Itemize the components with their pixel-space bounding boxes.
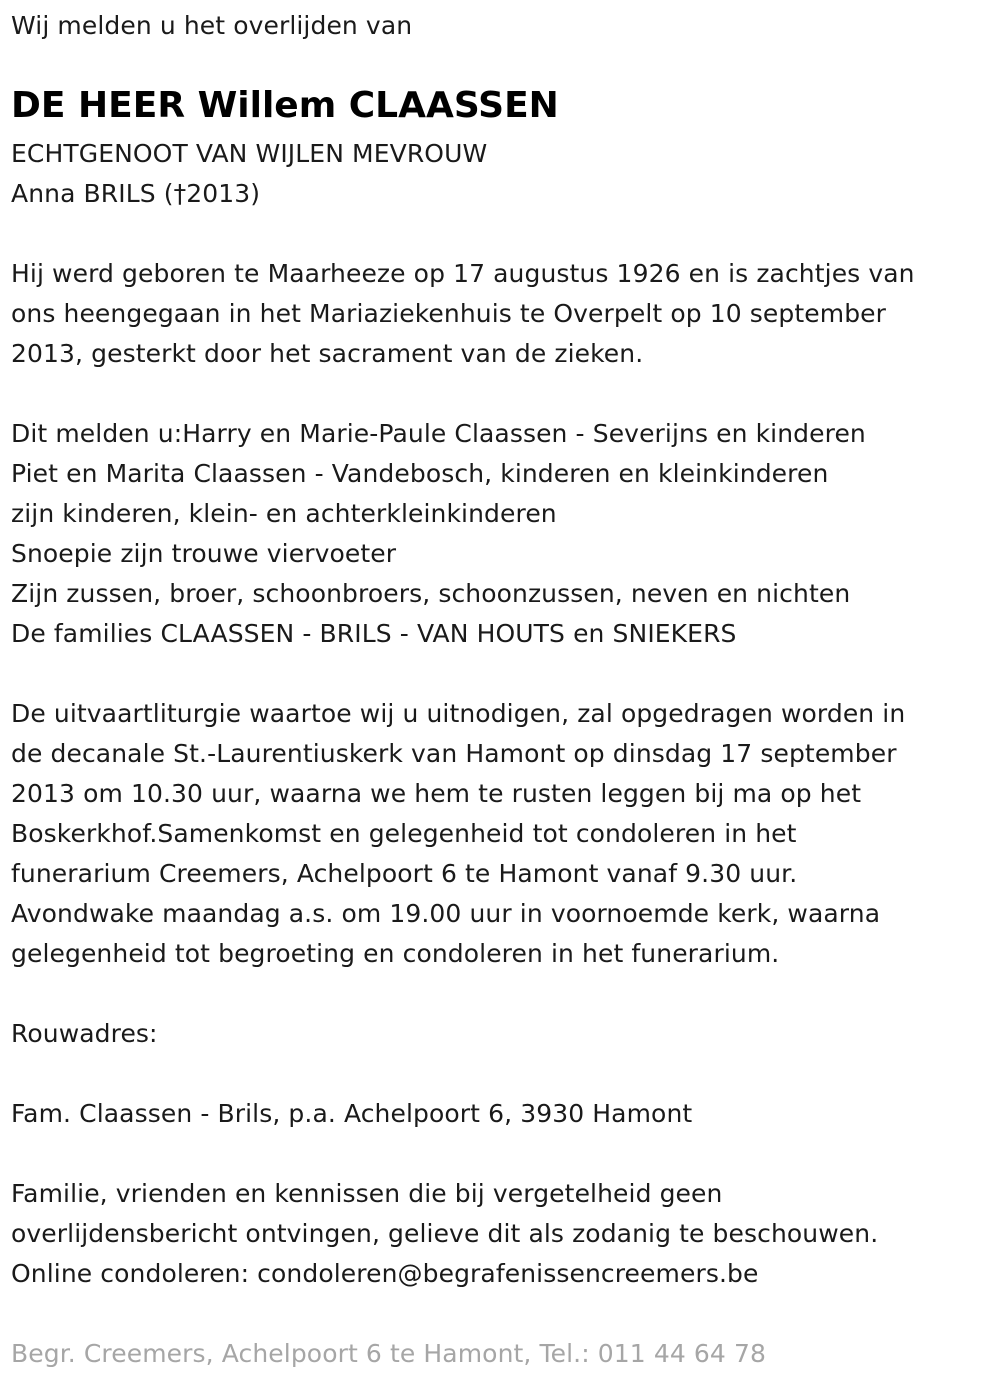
family-line: Snoepie zijn trouwe viervoeter — [11, 539, 397, 568]
spouse-section — [11, 134, 487, 214]
paragraph-line: overlijdensbericht ontvingen, gelieve dit als zodanig te beschouwen. — [11, 1219, 879, 1248]
paragraph-line: gelegenheid tot begroeting en condoleren in het funerarium. — [11, 939, 780, 968]
birth-death-paragraph — [11, 254, 915, 374]
paragraph-line: funerarium Creemers, Achelpoort 6 te Hamont vanaf 9.30 uur. — [11, 859, 798, 888]
paragraph-line: Avondwake maandag a.s. om 19.00 uur in voornoemde kerk, waarna — [11, 899, 881, 928]
paragraph-line: Hij werd geboren te Maarheeze op 17 augustus 1926 en is zachtjes van — [11, 259, 915, 288]
family-line: Piet en Marita Claassen - Vandebosch, kinderen en kleinkinderen — [11, 459, 829, 488]
spouse-line: ECHTGENOOT VAN WIJLEN MEVROUW — [11, 139, 488, 168]
paragraph-line: Familie, vrienden en kennissen die bij vergetelheid geen — [11, 1179, 723, 1208]
deceased-name-heading: DE HEER Willem CLAASSEN — [11, 85, 559, 126]
condolence-email-line: Online condoleren: condoleren@begrafenissencreemers.be — [11, 1259, 759, 1288]
funeral-liturgy-paragraph — [11, 694, 905, 974]
funeral-home-footer: Begr. Creemers, Achelpoort 6 te Hamont, Tel.: 011 44 64 78 — [11, 1339, 766, 1368]
closing-paragraph — [11, 1174, 878, 1294]
family-line: Dit melden u:Harry en Marie-Paule Claassen - Severijns en kinderen — [11, 419, 866, 448]
family-line: De families CLAASSEN - BRILS - VAN HOUTS en SNIEKERS — [11, 619, 737, 648]
intro-text: Wij melden u het overlijden van — [11, 11, 413, 40]
family-line: Zijn zussen, broer, schoonbroers, schoonzussen, neven en nichten — [11, 579, 851, 608]
paragraph-line: 2013, gesterkt door het sacrament van de zieken. — [11, 339, 644, 368]
spouse-line: Anna BRILS (†2013) — [11, 179, 261, 208]
paragraph-line: de decanale St.-Laurentiuskerk van Hamont op dinsdag 17 september — [11, 739, 897, 768]
family-line: zijn kinderen, klein- en achterkleinkinderen — [11, 499, 557, 528]
paragraph-line: ons heengegaan in het Mariaziekenhuis te Overpelt op 10 september — [11, 299, 887, 328]
family-list — [11, 414, 866, 654]
rouwadres-label: Rouwadres: — [11, 1019, 158, 1048]
paragraph-line: De uitvaartliturgie waartoe wij u uitnodigen, zal opgedragen worden in — [11, 699, 906, 728]
paragraph-line: 2013 om 10.30 uur, waarna we hem te rusten leggen bij ma op het — [11, 779, 862, 808]
rouwadres-address: Fam. Claassen - Brils, p.a. Achelpoort 6, 3930 Hamont — [11, 1099, 693, 1128]
paragraph-line: Boskerkhof.Samenkomst en gelegenheid tot condoleren in het — [11, 819, 797, 848]
